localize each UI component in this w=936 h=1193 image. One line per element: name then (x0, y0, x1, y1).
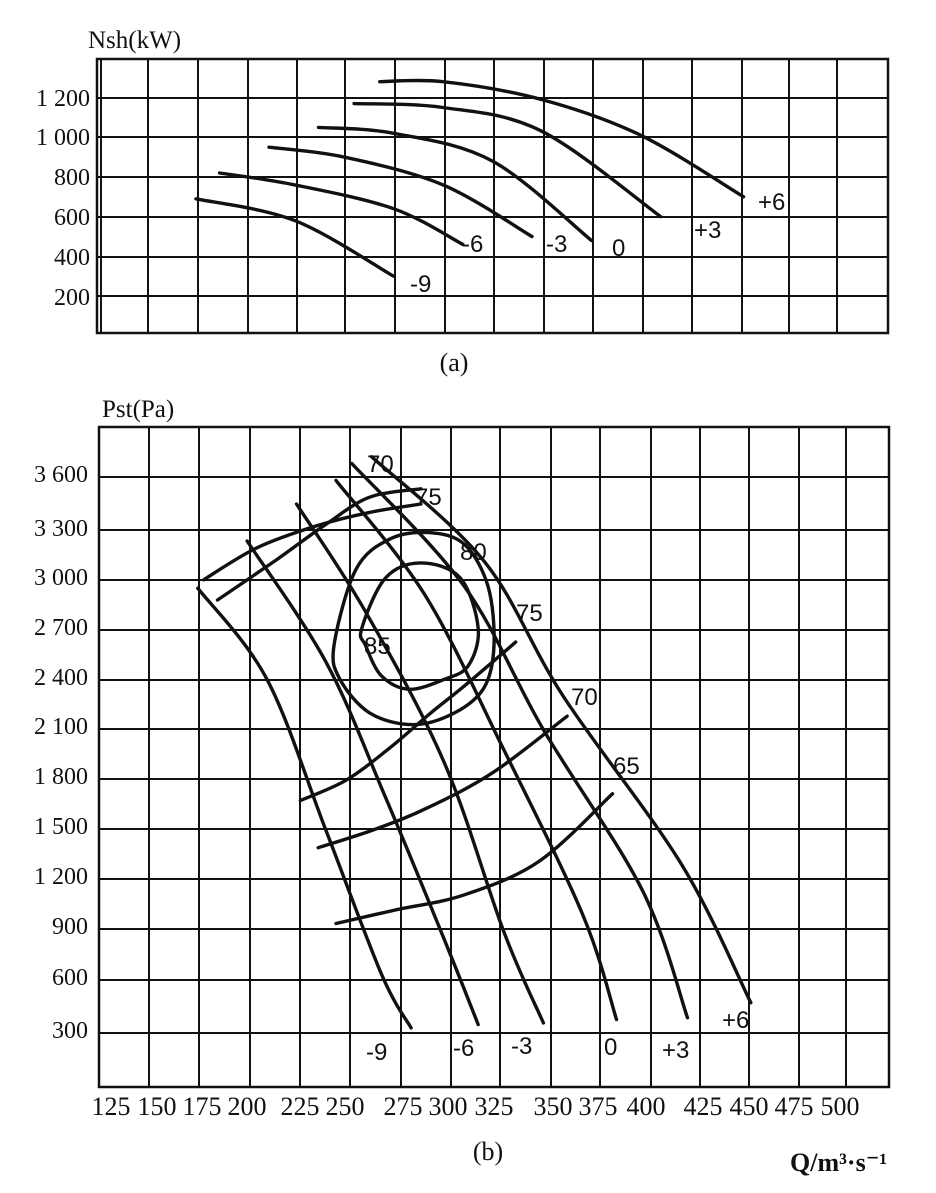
chart-b-xtick-450: 450 (729, 1092, 769, 1121)
chart-b-contour-label-65: 65 (613, 753, 640, 780)
chart-b-ytick-3600: 3 600 (34, 462, 88, 488)
chart-b-xtick-225: 225 (280, 1092, 320, 1121)
chart-b-ytick-300: 300 (52, 1018, 88, 1044)
chart-b-ytick-900: 900 (52, 914, 88, 940)
chart-b-caption: (b) (472, 1137, 504, 1166)
chart-b-series-label-m3: -3 (511, 1033, 533, 1060)
chart-b-grid (99, 427, 889, 1087)
chart-b-xtick-325: 325 (474, 1092, 514, 1121)
chart-a-series-label-p3: +3 (694, 217, 722, 244)
chart-b-ytick-3300: 3 300 (34, 516, 88, 542)
chart-a-curve-p3 (354, 104, 660, 217)
chart-a-series-label-p6: +6 (758, 189, 786, 216)
chart-b-series-label-m9: -9 (366, 1039, 388, 1066)
chart-b-ytick-1800: 1 800 (34, 764, 88, 790)
chart-b-xtick-250: 250 (325, 1092, 365, 1121)
chart-b-ytick-2400: 2 400 (34, 665, 88, 691)
chart-a-caption: (a) (439, 348, 469, 377)
chart-b-series-label-0: 0 (604, 1034, 618, 1061)
chart-b-series-label-p6: +6 (722, 1007, 750, 1034)
chart-a-series-label-m9: -9 (410, 271, 432, 298)
chart-a-curve-0 (319, 127, 592, 240)
chart-a-ytick-1200: 1 200 (36, 86, 90, 112)
chart-b (34, 396, 889, 1177)
chart-b-contour-label-85: 85 (364, 633, 391, 660)
chart-b-curve-p3 (352, 464, 688, 1018)
chart-a-series-label-m3: -3 (546, 231, 568, 258)
chart-b-xtick-275: 275 (383, 1092, 423, 1121)
chart-b-xtick-500: 500 (820, 1092, 860, 1121)
chart-a-series-label-0: 0 (612, 235, 626, 262)
chart-a-ytick-1000: 1 000 (36, 125, 90, 151)
chart-a-ytick-600: 600 (54, 205, 90, 231)
chart-a-ylabel: Nsh(kW) (88, 27, 182, 54)
chart-b-contour-label-70-top: 70 (367, 451, 394, 478)
chart-b-ytick-2100: 2 100 (34, 714, 88, 740)
chart-b-ytick-3000: 3 000 (34, 565, 88, 591)
chart-b-curve-m6 (247, 541, 478, 1025)
chart-b-series-label-m6: -6 (453, 1035, 475, 1062)
chart-b-ytick-1200: 1 200 (34, 864, 88, 890)
chart-b-xtick-350: 350 (533, 1092, 573, 1121)
chart-a (36, 27, 888, 377)
chart-b-ytick-2700: 2 700 (34, 615, 88, 641)
chart-b-xtick-375: 375 (578, 1092, 618, 1121)
chart-b-xlabel: Q/m³·s⁻¹ (790, 1148, 888, 1177)
chart-b-xtick-175: 175 (182, 1092, 222, 1121)
chart-b-xtick-400: 400 (626, 1092, 666, 1121)
chart-b-ytick-600: 600 (52, 965, 88, 991)
chart-b-ylabel: Pst(Pa) (102, 396, 175, 423)
chart-b-xtick-300: 300 (428, 1092, 468, 1121)
chart-b-xtick-125: 125 (91, 1092, 131, 1121)
chart-a-ytick-400: 400 (54, 245, 90, 271)
chart-b-xtick-475: 475 (774, 1092, 814, 1121)
chart-b-contour-label-80: 80 (460, 539, 487, 566)
chart-b-ytick-1500: 1 500 (34, 814, 88, 840)
chart-b-xtick-150: 150 (137, 1092, 177, 1121)
chart-b-frame (99, 427, 889, 1087)
chart-b-series-label-p3: +3 (662, 1037, 690, 1064)
chart-a-ytick-800: 800 (54, 165, 90, 191)
chart-b-efficiency-contour-70-3 (318, 716, 567, 848)
chart-b-xtick-200: 200 (227, 1092, 267, 1121)
chart-b-contour-label-75-right: 75 (516, 600, 543, 627)
chart-a-curve-m9 (196, 199, 394, 276)
chart-a-ytick-200: 200 (54, 285, 90, 311)
chart-b-xtick-425: 425 (683, 1092, 723, 1121)
chart-a-series-label-m6: -6 (462, 231, 484, 258)
chart-b-efficiency-contour-65-4 (336, 794, 613, 924)
chart-b-contour-label-70-right: 70 (571, 684, 598, 711)
chart-b-contour-label-75-top: 75 (415, 484, 442, 511)
